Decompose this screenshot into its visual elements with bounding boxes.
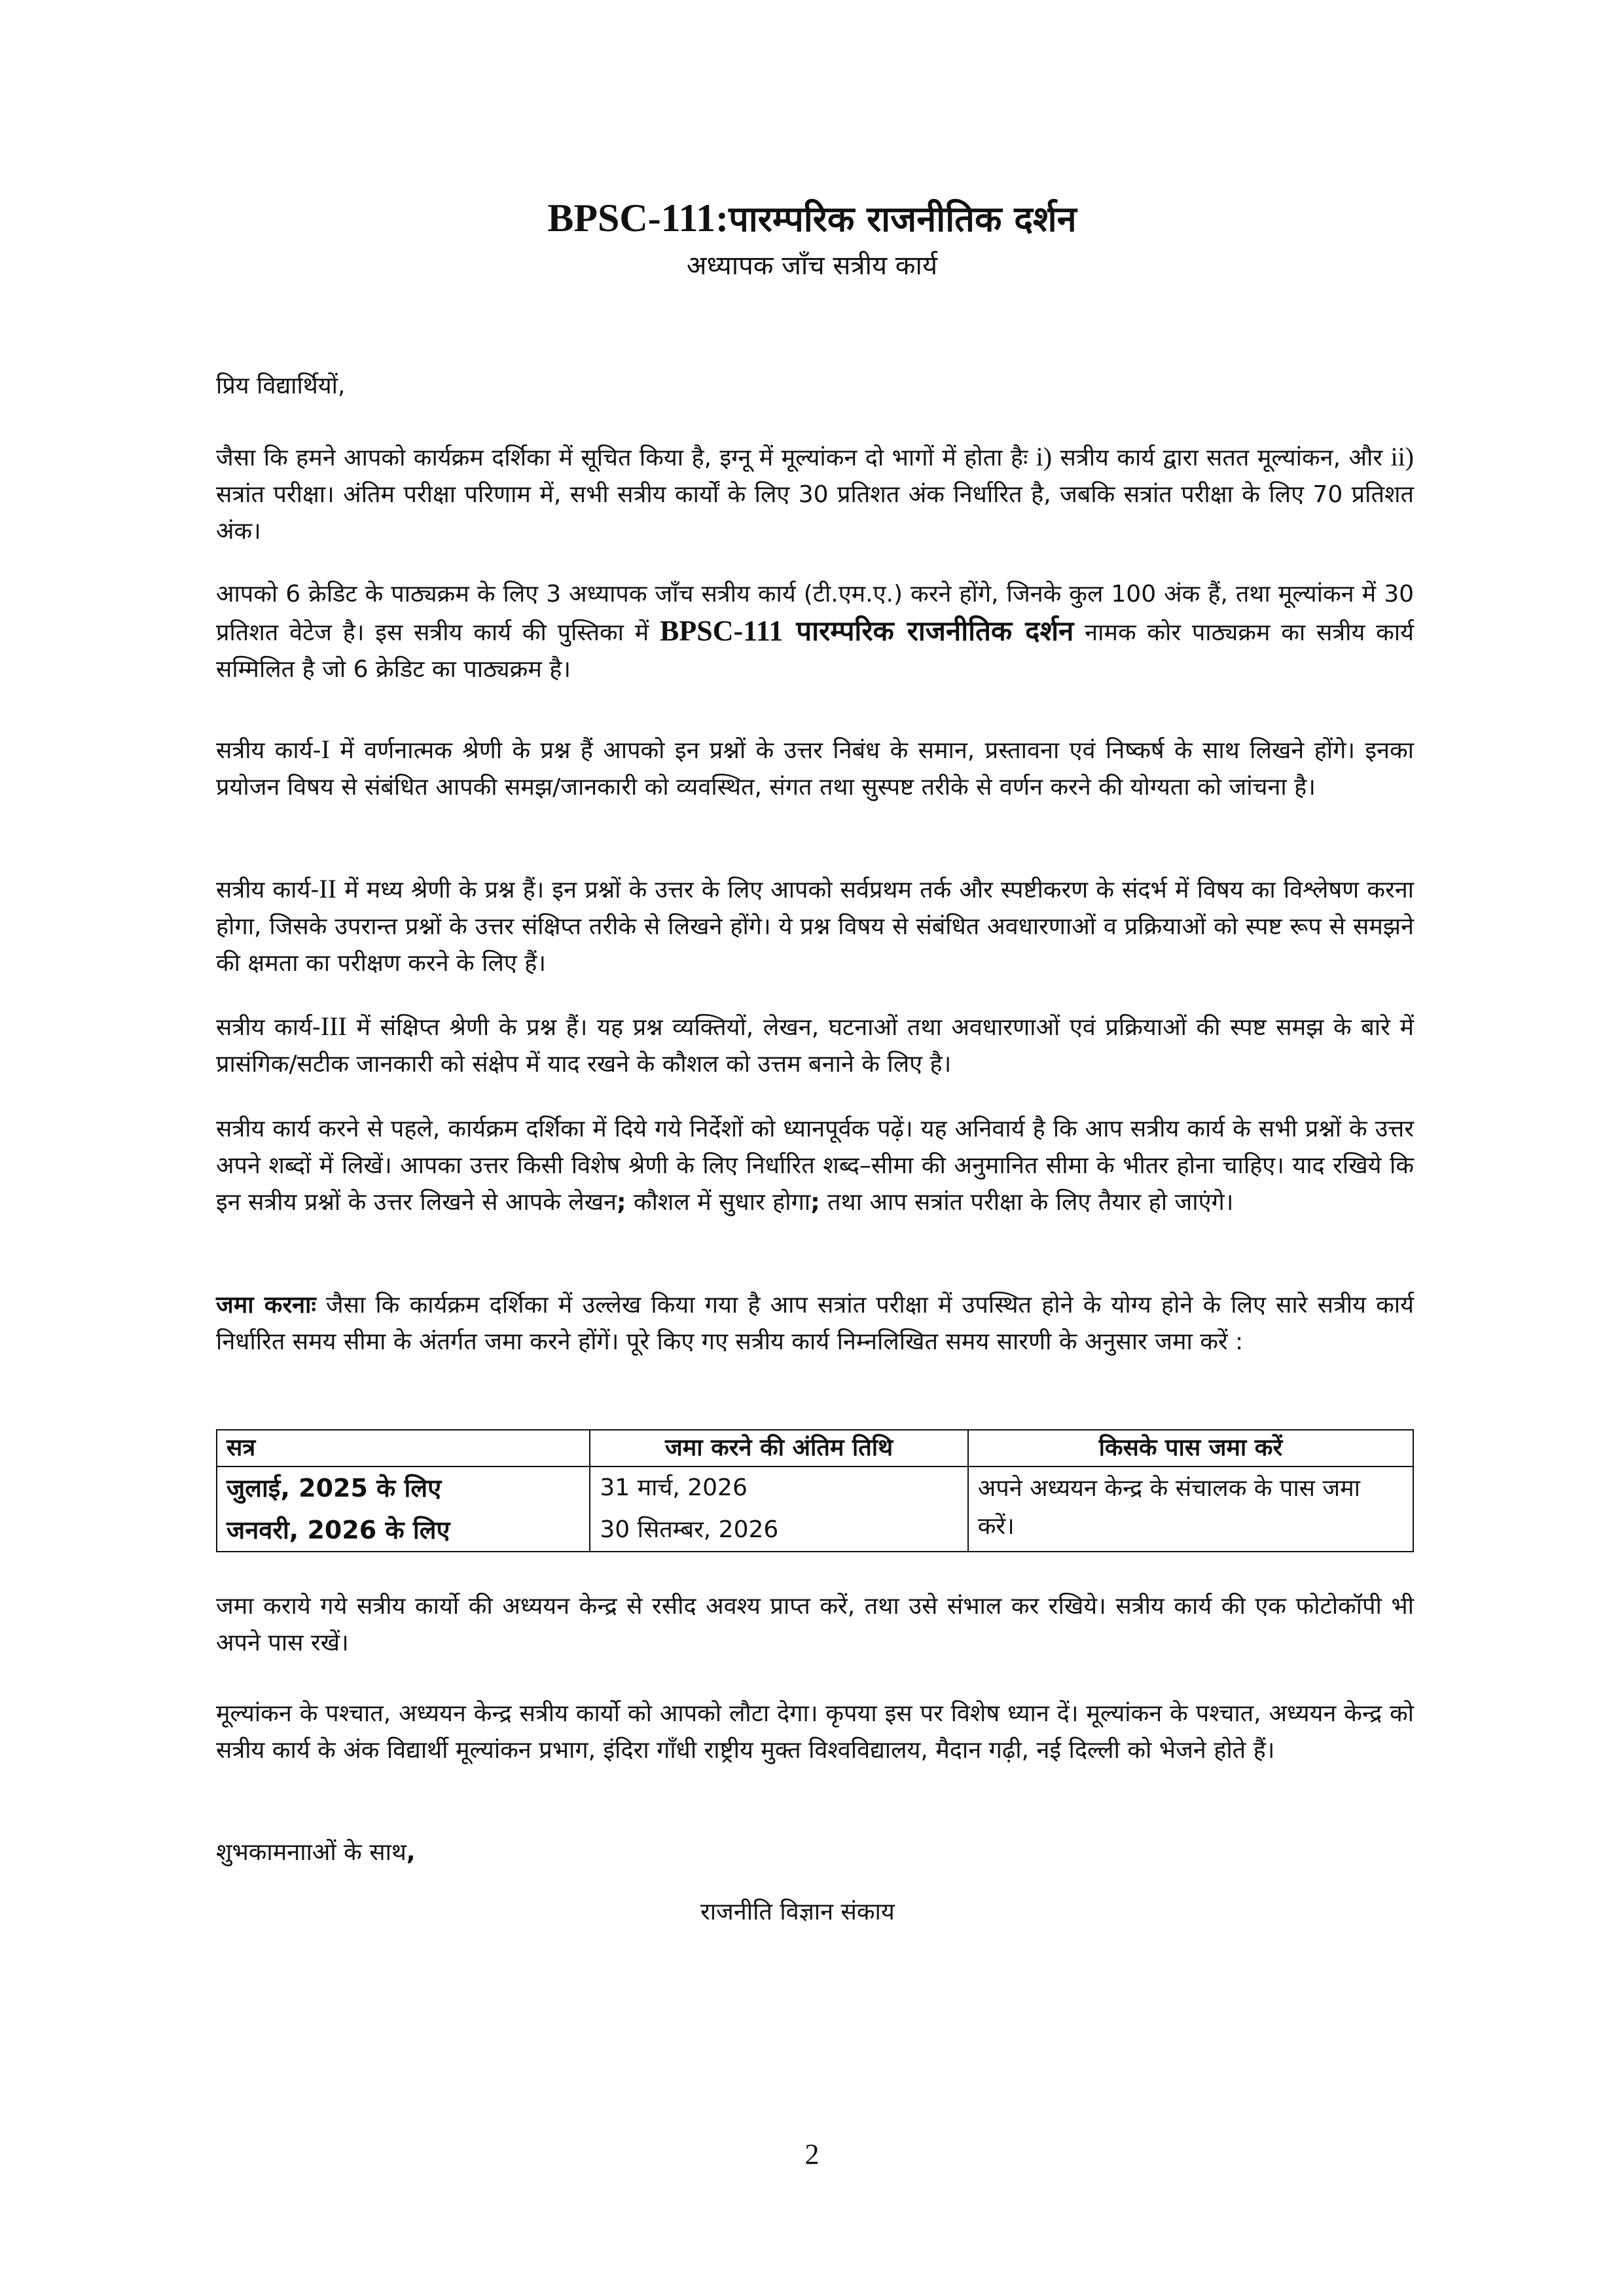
signature-faculty: राजनीति विज्ञान संकाय (700, 1899, 895, 1925)
table-row (217, 1467, 1413, 1552)
paragraph-text (216, 576, 1414, 688)
paragraph-submission (216, 1287, 1414, 1360)
text-run: i) (1036, 442, 1053, 471)
text-run: सत्रांत परीक्षा। अंतिम परीक्षा परिणाम में, सभी सत्रीय कार्यों के लिए 30 प्रतिशत अंक निर्धारित है, जबकि सत्रांत परीक्षा के लिए 70 प्रतिशत अंक। (216, 481, 1414, 545)
text-run: जैसा कि कार्यक्रम दर्शिका में उल्लेख किया गया है आप सत्रांत परीक्षा में उपस्थित होने के योग्य होने के लिए सारे सत्रीय कार्य निर्धारित समय सीमा के अंतर्गत जमा करने होंगें। पूरे किए गए सत्रीय कार्य निम्नलिखित समय सारणी के अनुसार जमा करें : (216, 1292, 1414, 1355)
document-title (0, 195, 1624, 242)
text-run: में मध्य श्रेणी के प्रश्न हैं। इन प्रश्नों के उत्तर के लिए आपको सर्वप्रथम तर्क और स्पष्टीकरण के संदर्भ में विषय का विश्लेषण करना होगा, जिसके उपरान्त प्रश्नों के उत्तर संक्षिप्त तरीके से लिखने होंगे। ये प्रश्न विषय से संबंधित अवधारणाओं व प्रक्रियाओं को स्पष्ट रूप से समझने की क्षमता का परीक्षण करने के लिए हैं। (216, 877, 1414, 977)
paragraph-credits (216, 576, 1414, 688)
text-run: में संक्षिप्त श्रेणी के प्रश्न हैं। यह प्रश्न व्यक्तियों, लेखन, घटनाओं तथा अवधारणाओं एवं प्रक्रियाओं की स्पष्ट समझ के बारे में प्रासंगिक/सटीक जानकारी को संक्षेप में याद रखने के कौशल को उत्तम बनाने के लिए है। (216, 1014, 1414, 1078)
text-run: शुभकामनााओं के साथ (216, 1839, 406, 1866)
text-run: ; (617, 1189, 626, 1216)
closing-text (216, 1834, 1414, 1871)
text-run: II (319, 874, 337, 903)
text-run: नामक कोर पाठ्यक्रम का सत्रीय कार्य सम्मिलित है जो 6 क्रेडिट का पाठ्यक्रम है। (216, 619, 1415, 683)
session-text: जुलाई, 2025 के लिए (226, 1474, 442, 1503)
submit-to-text: अपने अध्ययन केन्द्र के संचालक के पास जमा करें। (977, 1475, 1360, 1540)
course-code: BPSC-111: (547, 196, 729, 240)
text-run: तथा आप सत्रांत परीक्षा के लिए तैयार हो जाएंगे। (820, 1189, 1234, 1216)
paragraph-evaluation (216, 439, 1414, 550)
paragraph-text (216, 731, 1414, 806)
text-run: सत्रीय कार्य करने से पहले, कार्यक्रम दर्शिका में दिये गये निर्देशों को ध्यानपूर्वक पढ़ें। यह अनिवार्य है कि आप सत्रीय कार्य के सभी प्रश्नों के उत्तर अपने शब्दों में लिखें। आपका उत्तर किसी विशेष श्रेणी के लिए निर्धारित शब्द–सीमा की अनुमानित सीमा के भीतर होना चाहिए। याद रखिये कि इन सत्रीय प्रश्नों के उत्तर लिखने से आपके लेखन (216, 1116, 1414, 1216)
paragraph-assignment-1 (216, 731, 1414, 806)
table-cell-submit-to (968, 1467, 1413, 1552)
paragraph-assignment-2 (216, 871, 1414, 982)
paragraph-text (216, 1287, 1414, 1360)
paragraph-text (216, 439, 1414, 550)
text-run: कौशल में सुधार होगा (626, 1189, 811, 1216)
text-run: I (321, 735, 330, 764)
submission-schedule-table (216, 1429, 1414, 1552)
course-name-bold (660, 615, 1074, 647)
column-header-deadline: जमा करने की अंतिम तिथि (590, 1430, 967, 1467)
text-run: सत्रीय कार्य- (216, 877, 319, 903)
paragraph-assignment-3 (216, 1008, 1414, 1083)
column-header-session: सत्र (217, 1430, 590, 1467)
paragraph-instructions (216, 1111, 1414, 1221)
deadline-text: 30 सितम्बर, 2026 (600, 1516, 779, 1543)
course-title: पारम्परिक राजनीतिक दर्शन (729, 198, 1077, 240)
paragraph-text: जमा कराये गये सत्रीय कार्यो की अध्ययन केन्द्र से रसीद अवश्य प्राप्त करें, तथा उसे संभाल कर रखिये। सत्रीय कार्य की एक फोटोकॉपी भी अपने पास रखें। (216, 1593, 1414, 1656)
text-run: ii) (1390, 442, 1414, 471)
text-run: BPSC-111 (660, 615, 784, 647)
paragraph-text (216, 1008, 1414, 1083)
deadline-text: 31 मार्च, 2026 (600, 1474, 748, 1501)
column-header-submit-to: किसके पास जमा करें (968, 1430, 1413, 1467)
text-run: , (406, 1839, 416, 1866)
paragraph-after-evaluation (216, 1696, 1414, 1769)
text-run: पारम्परिक राजनीतिक दर्शन (783, 615, 1074, 647)
session-text: जनवरी, 2026 के लिए (226, 1516, 450, 1544)
text-run: में वर्णनात्मक श्रेणी के प्रश्न हैं आपको इन प्रश्नों के उत्तर निबंध के समान, प्रस्तावना एवं निष्कर्ष के साथ लिखने होंगे। इनका प्रयोजन विषय से संबंधित आपकी समझ/जानकारी को व्यवस्थित, संगत तथा सुस्पष्ट तरीके से वर्णन करने की योग्यता को जांचना है। (216, 737, 1415, 801)
salutation (216, 368, 1414, 405)
text-run: आपको 6 क्रेडिट के पाठ्यक्रम के लिए 3 अध्यापक जाँच सत्रीय कार्य (टी.एम.ए.) करने होंगे, जिनके कुल 100 अंक हैं, तथा मूल्यांकन में 30 प्रतिशत वेटेज है। इस सत्रीय कार्य की पुस्तिका में (216, 581, 1414, 646)
table-cell-deadline (590, 1467, 967, 1552)
closing (216, 1834, 1414, 1871)
paragraph-text: मूल्यांकन के पश्चात, अध्ययन केन्द्र सत्रीय कार्यो को आपको लौटा देगा। कृपया इस पर विशेष ध्यान दें। मूल्यांकन के पश्चात, अध्ययन केन्द्र को सत्रीय कार्य के अंक विद्यार्थी मूल्यांकन प्रभाग, इंदिरा गाँधी राष्ट्रीय मुक्त विश्वविद्यालय, मैदान गढ़ी, नई दिल्ली को भेजने होते हैं। (216, 1700, 1414, 1764)
text-run: ; (810, 1189, 820, 1216)
salutation-text: प्रिय विद्यार्थियों, (216, 373, 346, 399)
text-run: जैसा कि हमने आपको कार्यक्रम दर्शिका में सूचित किया है, इग्नू में मूल्यांकन दो भागों में होता हैः (216, 445, 1036, 471)
text-run: सत्रीय कार्य द्वारा सतत मूल्यांकन, और (1052, 445, 1391, 471)
table-header-row (217, 1430, 1413, 1467)
text-run: सत्रीय कार्य- (216, 1014, 321, 1041)
table-cell-session (217, 1467, 590, 1552)
text-run: सत्रीय कार्य- (216, 737, 321, 764)
paragraph-text (216, 871, 1414, 982)
paragraph-text (216, 1111, 1414, 1221)
submission-label: जमा करनाः (216, 1292, 316, 1319)
paragraph-receipt (216, 1588, 1414, 1662)
page-number: 2 (804, 2138, 820, 2170)
text-run: III (320, 1011, 347, 1041)
document-subtitle: अध्यापक जाँच सत्रीय कार्य (686, 251, 938, 281)
